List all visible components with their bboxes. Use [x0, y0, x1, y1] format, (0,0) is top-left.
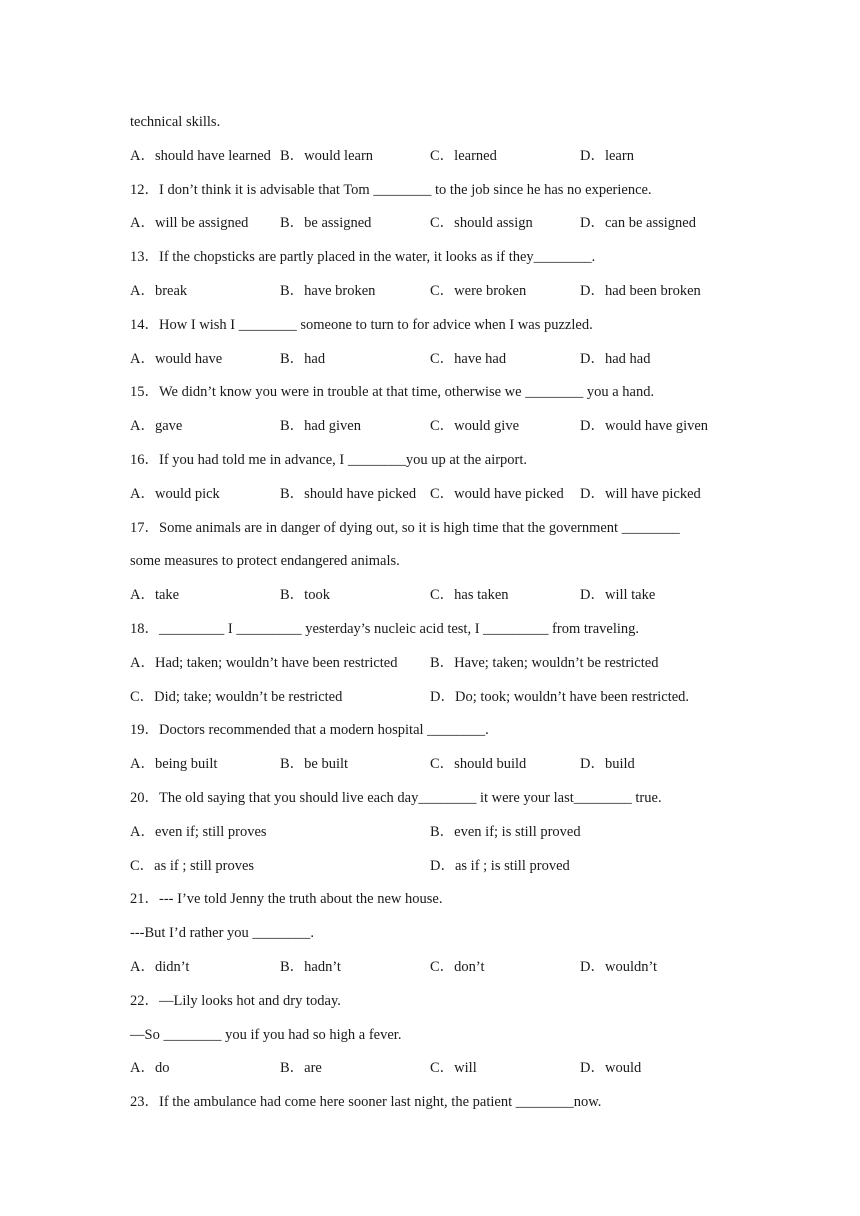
answer-option: A．Had; taken; wouldn’t have been restricted: [130, 654, 398, 671]
answer-option: A．would have: [130, 350, 223, 367]
answer-option: B．be built: [280, 756, 349, 773]
answer-option: B．even if; is still proved: [430, 823, 581, 840]
answer-option: A．didn’t: [130, 958, 190, 975]
answer-option: D．would: [580, 1060, 642, 1077]
text-line: ---But I’d rather you ________.: [130, 925, 315, 942]
answer-option: B．hadn’t: [280, 958, 341, 975]
answer-option: B．have broken: [280, 282, 376, 299]
answer-option: B．Have; taken; wouldn’t be restricted: [430, 654, 659, 671]
text-line: 17．Some animals are in danger of dying out, so it is high time that the government ________: [130, 519, 680, 536]
answer-option: C．should assign: [430, 215, 533, 232]
options-row: [130, 280, 750, 314]
answer-option: B．are: [280, 1060, 322, 1077]
answer-option: A．break: [130, 282, 188, 299]
text-line: 15．We didn’t know you were in trouble at that time, otherwise we ________ you a hand.: [130, 384, 655, 401]
text-line: 14．How I wish I ________ someone to turn to for advice when I was puzzled.: [130, 316, 593, 333]
options-row: [130, 483, 750, 517]
answer-option: A．being built: [130, 756, 218, 773]
text-line: 20．The old saying that you should live each day________ it were your last________ true.: [130, 789, 662, 806]
answer-option: C．has taken: [430, 587, 509, 604]
answer-option: D．had had: [580, 350, 651, 367]
text-line: 19．Doctors recommended that a modern hospital ________.: [130, 722, 489, 739]
options-row: [130, 212, 750, 246]
answer-option: C．don’t: [430, 958, 485, 975]
options-row: [130, 348, 750, 382]
answer-option: A．would pick: [130, 485, 220, 502]
options-row: [130, 686, 750, 720]
options-row: [130, 855, 750, 889]
answer-option: C．have had: [430, 350, 507, 367]
answer-option: C．will: [430, 1060, 477, 1077]
text-line: 22．—Lily looks hot and dry today.: [130, 992, 341, 1009]
answer-option: A．gave: [130, 418, 183, 435]
answer-option: A．will be assigned: [130, 215, 249, 232]
options-row: [130, 415, 750, 449]
answer-option: C．Did; take; wouldn’t be restricted: [130, 688, 343, 705]
answer-option: D．would have given: [580, 418, 709, 435]
answer-option: C．as if ; still proves: [130, 857, 255, 874]
answer-option: C．would have picked: [430, 485, 564, 502]
answer-option: B．took: [280, 587, 330, 604]
answer-option: C．would give: [430, 418, 520, 435]
answer-option: D．wouldn’t: [580, 958, 658, 975]
text-line: 23．If the ambulance had come here sooner last night, the patient ________now.: [130, 1094, 602, 1111]
options-row: [130, 821, 750, 855]
text-line: technical skills.: [130, 114, 221, 130]
text-line: —So ________ you if you had so high a fever.: [130, 1026, 402, 1043]
answer-option: B．had: [280, 350, 326, 367]
options-row: [130, 584, 750, 618]
answer-option: A．do: [130, 1060, 170, 1077]
text-line: 16．If you had told me in advance, I ________you up at the airport.: [130, 451, 528, 468]
options-row: [130, 1057, 750, 1091]
answer-option: B．should have picked: [280, 485, 417, 502]
answer-option: D．Do; took; wouldn’t have been restricted.: [430, 688, 690, 705]
answer-option: C．learned: [430, 147, 497, 164]
text-line: 12．I don’t think it is advisable that Tom ________ to the job since he has no experience.: [130, 181, 652, 198]
answer-option: D．will take: [580, 587, 656, 604]
answer-option: D．as if ; is still proved: [430, 857, 570, 874]
answer-option: D．had been broken: [580, 282, 701, 299]
text-line: 18．_________ I _________ yesterday’s nucleic acid test, I _________ from traveling.: [130, 620, 640, 637]
answer-option: B．had given: [280, 418, 361, 435]
answer-option: A．should have learned: [130, 147, 271, 164]
answer-option: A．even if; still proves: [130, 823, 267, 840]
answer-option: D．build: [580, 756, 635, 773]
answer-option: D．can be assigned: [580, 215, 696, 232]
options-row: [130, 145, 750, 179]
answer-option: D．will have picked: [580, 485, 701, 502]
options-row: [130, 652, 750, 686]
document-page: [130, 111, 750, 1125]
options-row: [130, 753, 750, 787]
options-row: [130, 956, 750, 990]
text-line: 13．If the chopsticks are partly placed in the water, it looks as if they________.: [130, 249, 596, 266]
answer-option: A．take: [130, 587, 180, 604]
answer-option: B．would learn: [280, 147, 374, 164]
text-line: some measures to protect endangered animals.: [130, 553, 400, 570]
text-line: 21．--- I’ve told Jenny the truth about the new house.: [130, 891, 443, 908]
answer-option: C．should build: [430, 756, 527, 773]
answer-option: B．be assigned: [280, 215, 372, 232]
answer-option: C．were broken: [430, 282, 527, 299]
answer-option: D．learn: [580, 147, 634, 164]
